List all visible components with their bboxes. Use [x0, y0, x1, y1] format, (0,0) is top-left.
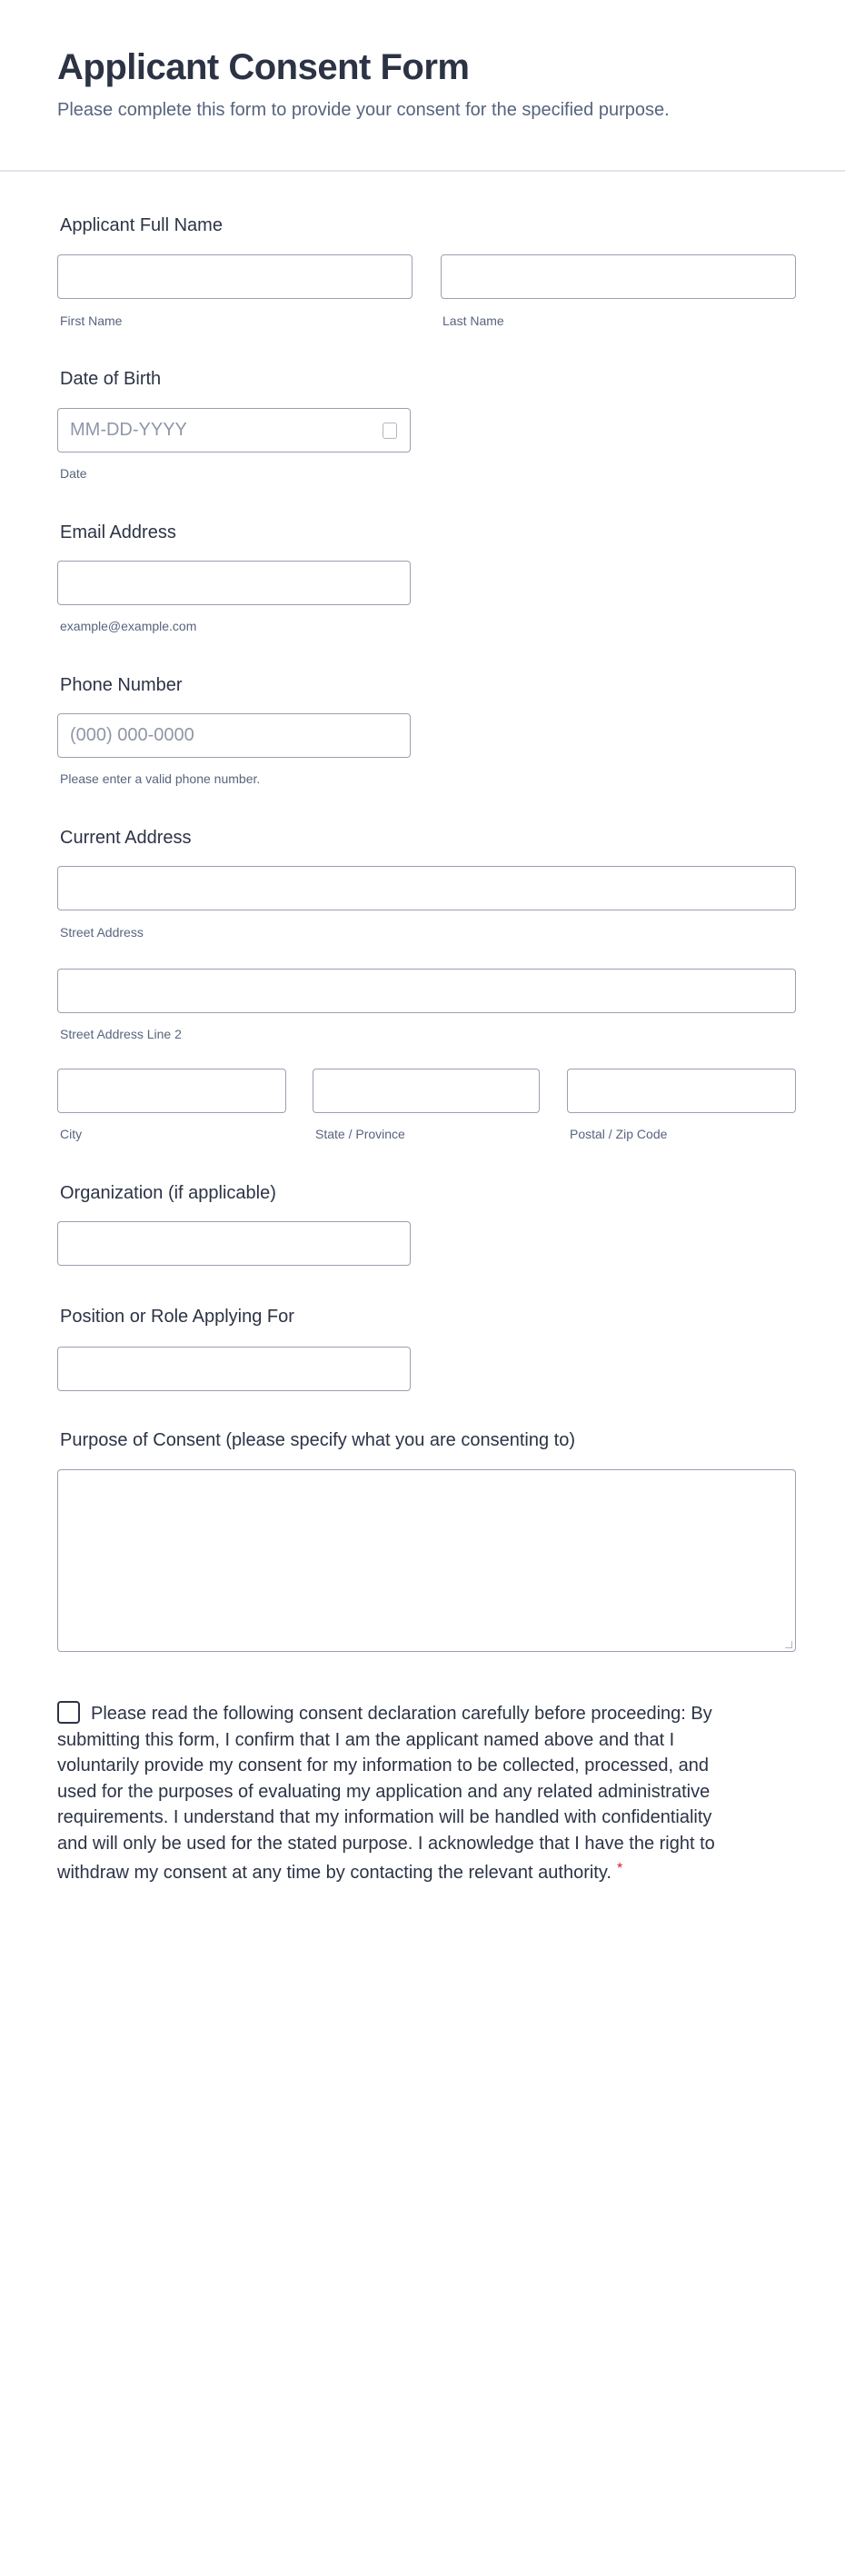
- page-subtitle: Please complete this form to provide your consent for the specified purpose.: [57, 100, 670, 120]
- purpose-textarea[interactable]: [57, 1469, 796, 1652]
- calendar-icon[interactable]: [383, 423, 397, 439]
- organization-input[interactable]: [57, 1221, 411, 1266]
- last-name-sublabel: Last Name: [442, 313, 504, 328]
- phone-input[interactable]: [57, 713, 411, 758]
- phone-placeholder: (000) 000-0000: [70, 725, 194, 745]
- last-name-input[interactable]: [441, 254, 796, 299]
- city-input[interactable]: [57, 1069, 286, 1113]
- consent-checkbox[interactable]: [57, 1701, 80, 1724]
- address-label: Current Address: [60, 828, 192, 848]
- required-asterisk: *: [616, 1861, 623, 1876]
- header-divider: [0, 170, 845, 172]
- position-input[interactable]: [57, 1347, 411, 1391]
- email-sublabel: example@example.com: [60, 619, 197, 633]
- state-sublabel: State / Province: [315, 1127, 405, 1141]
- street2-sublabel: Street Address Line 2: [60, 1027, 182, 1041]
- first-name-sublabel: First Name: [60, 313, 123, 328]
- dob-sublabel: Date: [60, 466, 87, 481]
- state-input[interactable]: [313, 1069, 540, 1113]
- position-label: Position or Role Applying For: [60, 1307, 294, 1327]
- consent-text: Please read the following consent declaration carefully before proceeding: By submitting this form, I confirm that I am the applicant named above and that I voluntarily provide my consent for my information to be collected, processed, and used for the purposes of evaluating my application and any related administrative requirements. I understand that my information will be handled with confidentiality and will only be used for the stated purpose. I acknowledge that I have the right to withdraw my consent at any time by contacting the relevant authority.: [57, 1704, 715, 1883]
- email-input[interactable]: [57, 561, 411, 605]
- street2-input[interactable]: [57, 969, 796, 1013]
- dob-input[interactable]: [57, 408, 411, 453]
- street-input[interactable]: [57, 866, 796, 910]
- dob-placeholder: MM-DD-YYYY: [70, 420, 187, 440]
- resize-handle-icon[interactable]: [785, 1641, 792, 1648]
- zip-input[interactable]: [567, 1069, 796, 1113]
- page-title: Applicant Consent Form: [57, 47, 470, 87]
- phone-label: Phone Number: [60, 675, 183, 695]
- organization-label: Organization (if applicable): [60, 1183, 276, 1203]
- phone-sublabel: Please enter a valid phone number.: [60, 771, 261, 786]
- email-label: Email Address: [60, 522, 176, 542]
- zip-sublabel: Postal / Zip Code: [570, 1127, 668, 1141]
- purpose-label: Purpose of Consent (please specify what you are consenting to): [60, 1430, 575, 1450]
- city-sublabel: City: [60, 1127, 83, 1141]
- full-name-label: Applicant Full Name: [60, 215, 223, 235]
- dob-label: Date of Birth: [60, 369, 162, 389]
- street-sublabel: Street Address: [60, 925, 144, 940]
- first-name-input[interactable]: [57, 254, 413, 299]
- consent-checkbox-field: [57, 1701, 730, 1886]
